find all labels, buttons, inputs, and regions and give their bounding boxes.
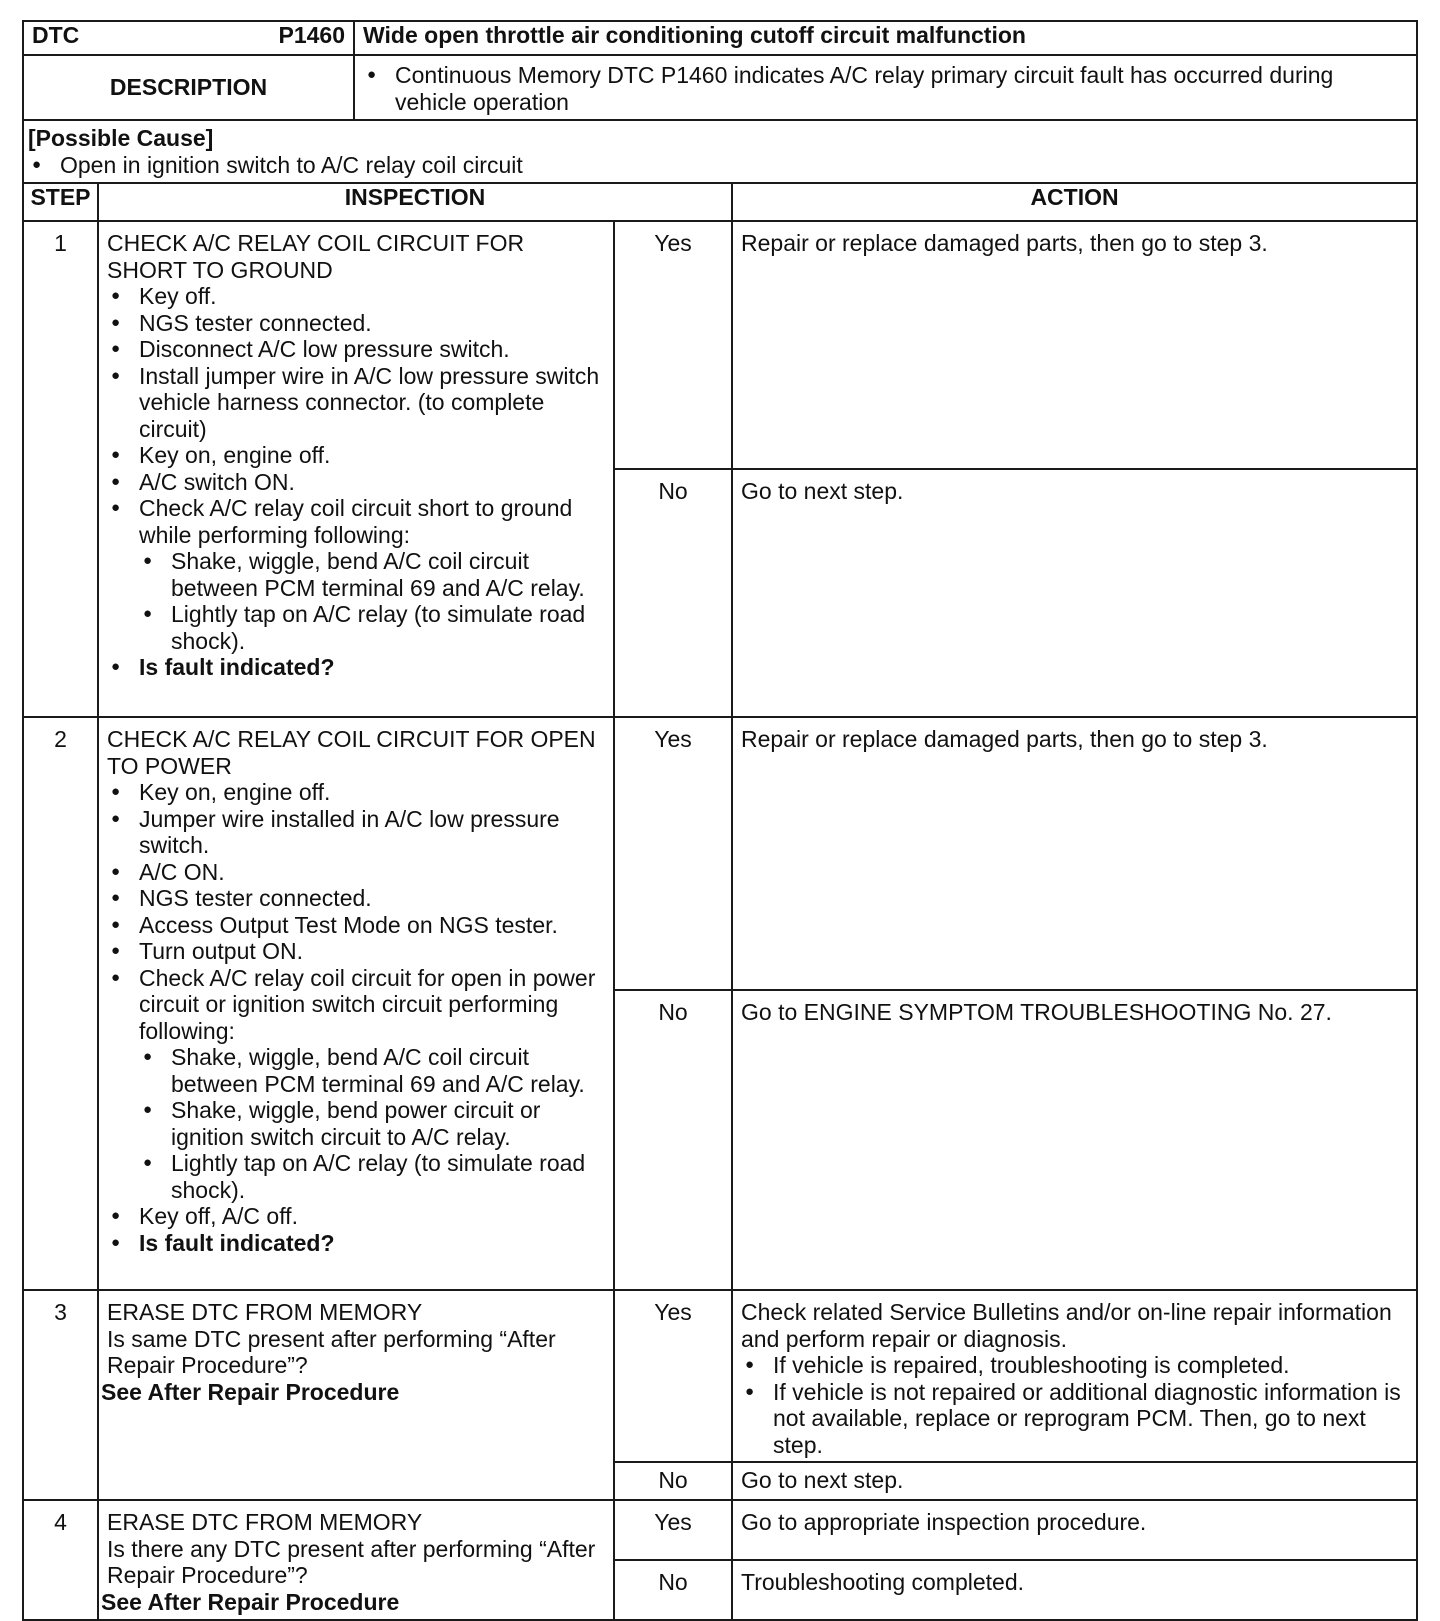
yes-action-cell <box>732 1290 1417 1462</box>
dtc-title: Wide open throttle air conditioning cutoff circuit malfunction <box>354 21 1417 55</box>
step-inspection <box>98 221 614 717</box>
step-number: 4 <box>23 1500 98 1620</box>
column-header-action: ACTION <box>732 183 1417 221</box>
step-1-row <box>23 221 1417 469</box>
dtc-troubleshooting-table <box>22 20 1418 1621</box>
possible-cause-cell <box>23 120 1417 183</box>
no-action: Go to ENGINE SYMPTOM TROUBLESHOOTING No. 27. <box>732 990 1417 1290</box>
step-inspection <box>98 1290 614 1500</box>
dtc-code-cell <box>23 21 354 55</box>
step-number: 2 <box>23 717 98 1290</box>
step-bullet: Check A/C relay coil circuit short to ground while performing following: <box>139 495 573 548</box>
step-bullet: ● Key off. <box>107 283 605 310</box>
step-sub-bullet: ● Shake, wiggle, bend power circuit or ignition switch circuit to A/C relay. <box>139 1097 605 1150</box>
yes-label: Yes <box>614 221 732 469</box>
step-sub-bullet: ● Lightly tap on A/C relay (to simulate road shock). <box>139 601 605 654</box>
action-bullet: ● If vehicle is not repaired or additional diagnostic information is not available, replace or reprogram PCM. Then, go to next step. <box>741 1379 1408 1459</box>
yes-action: Repair or replace damaged parts, then go to step 3. <box>732 221 1417 469</box>
possible-cause-label: [Possible Cause] <box>28 125 214 151</box>
step-bullet-group <box>107 965 605 1204</box>
no-label: No <box>614 469 732 717</box>
column-header-inspection: INSPECTION <box>98 183 732 221</box>
dtc-header-row <box>23 21 1417 55</box>
step-bullet: ● Jumper wire installed in A/C low pressure switch. <box>107 806 605 859</box>
step-question: ● Is fault indicated? <box>107 1230 605 1257</box>
description-label: DESCRIPTION <box>23 55 354 120</box>
step-bullet: ● Access Output Test Mode on NGS tester. <box>107 912 605 939</box>
step-title: CHECK A/C RELAY COIL CIRCUIT FOR SHORT TO GROUND <box>107 230 525 283</box>
no-action: Go to next step. <box>732 1462 1417 1500</box>
yes-label: Yes <box>614 1500 732 1560</box>
no-label: No <box>614 1462 732 1500</box>
dtc-code: P1460 <box>278 22 346 48</box>
yes-label: Yes <box>614 1290 732 1462</box>
step-see-link: See After Repair Procedure <box>101 1588 400 1615</box>
step-bullet: ● Install jumper wire in A/C low pressure switch vehicle harness connector. (to complete circuit) <box>107 363 605 443</box>
action-bullet: ● If vehicle is repaired, troubleshooting is completed. <box>741 1352 1408 1379</box>
step-question: ● Is fault indicated? <box>107 654 605 681</box>
description-cell <box>354 55 1417 120</box>
step-title: ERASE DTC FROM MEMORY <box>107 1509 423 1535</box>
step-title: CHECK A/C RELAY COIL CIRCUIT FOR OPEN TO POWER <box>107 726 596 779</box>
column-header-step: STEP <box>23 183 98 221</box>
yes-action: Repair or replace damaged parts, then go to step 3. <box>732 717 1417 990</box>
description-row <box>23 55 1417 120</box>
step-bullet: ● Turn output ON. <box>107 938 605 965</box>
yes-action: Check related Service Bulletins and/or on-line repair information and perform repair or diagnosis. <box>741 1299 1392 1352</box>
step-3-row <box>23 1290 1417 1462</box>
yes-label: Yes <box>614 717 732 990</box>
step-text: Is there any DTC present after performing “After Repair Procedure”? <box>107 1535 596 1588</box>
step-inspection <box>98 1500 614 1620</box>
step-2-row <box>23 717 1417 990</box>
step-sub-bullet: ● Lightly tap on A/C relay (to simulate road shock). <box>139 1150 605 1203</box>
step-text: Is same DTC present after performing “After Repair Procedure”? <box>107 1325 556 1378</box>
step-4-row <box>23 1500 1417 1560</box>
step-bullet: Check A/C relay coil circuit for open in power circuit or ignition switch circuit performing following: <box>139 964 596 1044</box>
step-sub-bullet: ● Shake, wiggle, bend A/C coil circuit between PCM terminal 69 and A/C relay. <box>139 548 605 601</box>
step-bullet: ● Disconnect A/C low pressure switch. <box>107 336 605 363</box>
step-inspection <box>98 717 614 1290</box>
dtc-label: DTC <box>32 22 80 48</box>
step-bullet: ● Key off, A/C off. <box>107 1203 605 1230</box>
step-number: 3 <box>23 1290 98 1500</box>
step-bullet: ● Key on, engine off. <box>107 442 605 469</box>
step-bullet-group <box>107 495 605 654</box>
no-label: No <box>614 990 732 1290</box>
description-text: ● Continuous Memory DTC P1460 indicates A/C relay primary circuit fault has occurred during vehicle operation <box>363 62 1408 115</box>
no-action: Go to next step. <box>732 469 1417 717</box>
step-bullet: ● Key on, engine off. <box>107 779 605 806</box>
step-title: ERASE DTC FROM MEMORY <box>107 1299 423 1325</box>
no-action: Troubleshooting completed. <box>732 1560 1417 1620</box>
step-see-link: See After Repair Procedure <box>101 1378 400 1405</box>
possible-cause-row <box>23 120 1417 183</box>
step-bullet: ● A/C switch ON. <box>107 469 605 496</box>
step-sub-bullet: ● Shake, wiggle, bend A/C coil circuit between PCM terminal 69 and A/C relay. <box>139 1044 605 1097</box>
step-bullet: ● A/C ON. <box>107 859 605 886</box>
column-header-row <box>23 183 1417 221</box>
step-bullet: ● NGS tester connected. <box>107 310 605 337</box>
yes-action: Go to appropriate inspection procedure. <box>732 1500 1417 1560</box>
no-label: No <box>614 1560 732 1620</box>
step-bullet: ● NGS tester connected. <box>107 885 605 912</box>
step-number: 1 <box>23 221 98 717</box>
possible-cause-item: ● Open in ignition switch to A/C relay coil circuit <box>28 152 1408 179</box>
